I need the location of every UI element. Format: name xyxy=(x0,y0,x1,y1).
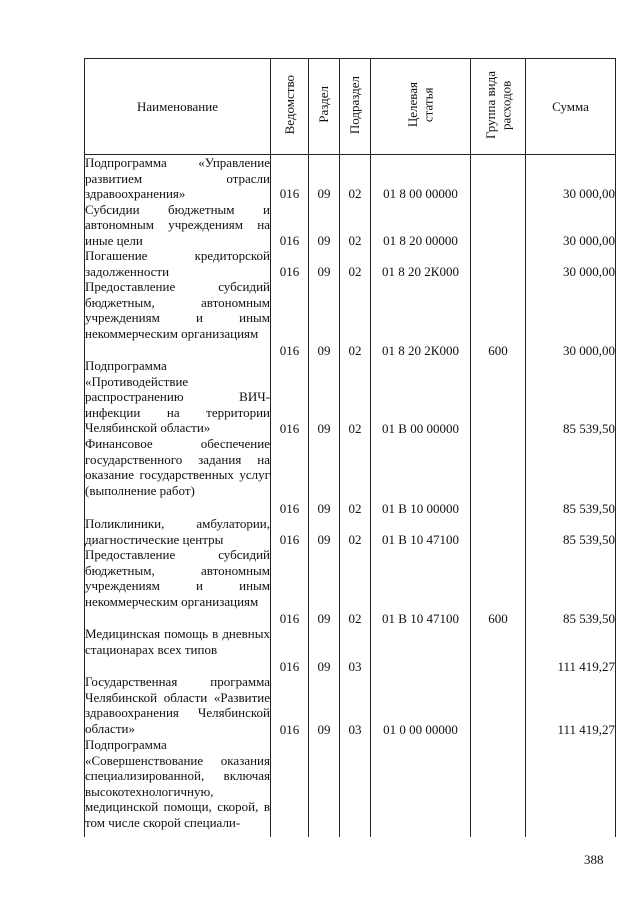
row-razdel: 09 xyxy=(309,279,340,358)
row-celevaya xyxy=(371,626,471,674)
row-summa: 30 000,00 xyxy=(526,279,616,358)
row-razdel: 09 xyxy=(309,674,340,737)
row-name: Подпрограмма «Управление развитием отрасли здравоохранения» xyxy=(85,155,270,201)
row-podrazdel: 02 xyxy=(340,279,371,358)
table-row xyxy=(85,248,616,279)
row-podrazdel: 02 xyxy=(340,358,371,436)
row-name: Финансовое обеспечение государственного задания на оказание государственных услуг (выполнение работ) xyxy=(85,436,271,516)
row-podrazdel: 03 xyxy=(340,626,371,674)
row-summa: 85 539,50 xyxy=(526,436,616,516)
row-vedomstvo: 016 xyxy=(271,202,309,249)
header-celevaya: Целевая статья xyxy=(371,59,471,155)
table-row xyxy=(85,737,616,837)
row-summa: 85 539,50 xyxy=(526,547,616,626)
row-razdel: 09 xyxy=(309,516,340,547)
row-summa: 30 000,00 xyxy=(526,248,616,279)
row-name: Медицинская помощь в дневных стационарах всех типов xyxy=(85,626,271,674)
row-razdel: 09 xyxy=(309,155,340,202)
row-summa: 85 539,50 xyxy=(526,516,616,547)
row-name: Предоставление субсидий бюджетным, автономным учреждениям и иным некоммерческим организациям xyxy=(85,547,271,626)
row-celevaya: 01 В 00 00000 xyxy=(371,358,471,436)
row-gruppa: 600 xyxy=(471,547,526,626)
row-celevaya: 01 0 00 00000 xyxy=(371,674,471,737)
row-gruppa: 600 xyxy=(471,279,526,358)
row-podrazdel: 03 xyxy=(340,674,371,737)
row-podrazdel: 02 xyxy=(340,202,371,249)
table-row xyxy=(85,155,616,202)
row-name: Предоставление субсидий бюджетным, автономным учреждениям и иным некоммерческим организациям xyxy=(85,279,271,358)
row-razdel: 09 xyxy=(309,248,340,279)
row-summa: 30 000,00 xyxy=(526,155,616,202)
table-row xyxy=(85,547,616,626)
row-celevaya: 01 8 00 00000 xyxy=(371,155,471,202)
row-vedomstvo: 016 xyxy=(271,248,309,279)
table-row xyxy=(85,279,616,358)
row-razdel: 09 xyxy=(309,626,340,674)
row-vedomstvo: 016 xyxy=(271,436,309,516)
row-gruppa xyxy=(471,248,526,279)
page-number: 388 xyxy=(584,852,604,867)
table-row xyxy=(85,358,616,436)
header-gruppa: Группа вида расходов xyxy=(471,59,526,155)
row-name: Погашение кредиторской задолженности xyxy=(85,248,270,279)
row-name: Государственная программа Челябинской области «Развитие здравоохранения Челябинской области» xyxy=(85,674,270,736)
row-razdel xyxy=(309,737,340,837)
row-vedomstvo: 016 xyxy=(271,674,309,737)
row-summa: 30 000,00 xyxy=(526,202,616,249)
row-podrazdel: 02 xyxy=(340,547,371,626)
row-summa: 111 419,27 xyxy=(526,626,616,674)
row-gruppa xyxy=(471,358,526,436)
row-vedomstvo: 016 xyxy=(271,547,309,626)
row-podrazdel: 02 xyxy=(340,436,371,516)
table-row xyxy=(85,436,616,516)
row-gruppa xyxy=(471,202,526,249)
table-row xyxy=(85,674,616,737)
header-razdel: Раздел xyxy=(309,59,340,155)
table-row xyxy=(85,516,616,547)
row-vedomstvo: 016 xyxy=(271,626,309,674)
header-name: Наименование xyxy=(85,59,271,155)
row-celevaya: 01 8 20 2К000 xyxy=(371,248,471,279)
row-celevaya xyxy=(371,737,471,837)
row-razdel: 09 xyxy=(309,202,340,249)
row-razdel: 09 xyxy=(309,436,340,516)
table-header-row xyxy=(85,59,616,155)
row-celevaya: 01 8 20 00000 xyxy=(371,202,471,249)
row-name: Подпрограмма «Совершенствование оказания специализированной, включая высокотехнологичную, медицинской помощи, скорой, в том числе скорой специали- xyxy=(85,737,271,837)
row-gruppa xyxy=(471,674,526,737)
budget-table xyxy=(84,58,616,837)
row-summa: 85 539,50 xyxy=(526,358,616,436)
row-name: Поликлиники, амбулатории, диагностические центры xyxy=(85,516,270,547)
table-body xyxy=(85,155,616,838)
row-vedomstvo xyxy=(271,737,309,837)
row-podrazdel: 02 xyxy=(340,155,371,202)
row-celevaya: 01 В 10 47100 xyxy=(371,516,471,547)
table-row xyxy=(85,202,616,249)
table-row xyxy=(85,626,616,674)
row-gruppa xyxy=(471,436,526,516)
row-podrazdel xyxy=(340,737,371,837)
header-vedomstvo: Ведомство xyxy=(271,59,309,155)
row-gruppa xyxy=(471,626,526,674)
row-gruppa xyxy=(471,737,526,837)
header-podrazdel: Подраздел xyxy=(340,59,371,155)
row-summa: 111 419,27 xyxy=(526,674,616,737)
row-name: Субсидии бюджетным и автономным учреждениям на иные цели xyxy=(85,201,270,248)
row-razdel: 09 xyxy=(309,358,340,436)
row-vedomstvo: 016 xyxy=(271,516,309,547)
row-razdel: 09 xyxy=(309,547,340,626)
row-gruppa xyxy=(471,516,526,547)
row-vedomstvo: 016 xyxy=(271,358,309,436)
row-vedomstvo: 016 xyxy=(271,155,309,202)
row-gruppa xyxy=(471,155,526,202)
row-name: Подпрограмма «Противодействие распространению ВИЧ-инфекции на территории Челябинской области» xyxy=(85,358,270,435)
row-vedomstvo: 016 xyxy=(271,279,309,358)
row-celevaya: 01 8 20 2К000 xyxy=(371,279,471,358)
header-summa: Сумма xyxy=(526,59,616,155)
row-celevaya: 01 В 10 00000 xyxy=(371,436,471,516)
row-podrazdel: 02 xyxy=(340,516,371,547)
row-summa xyxy=(526,737,616,837)
row-celevaya: 01 В 10 47100 xyxy=(371,547,471,626)
row-podrazdel: 02 xyxy=(340,248,371,279)
